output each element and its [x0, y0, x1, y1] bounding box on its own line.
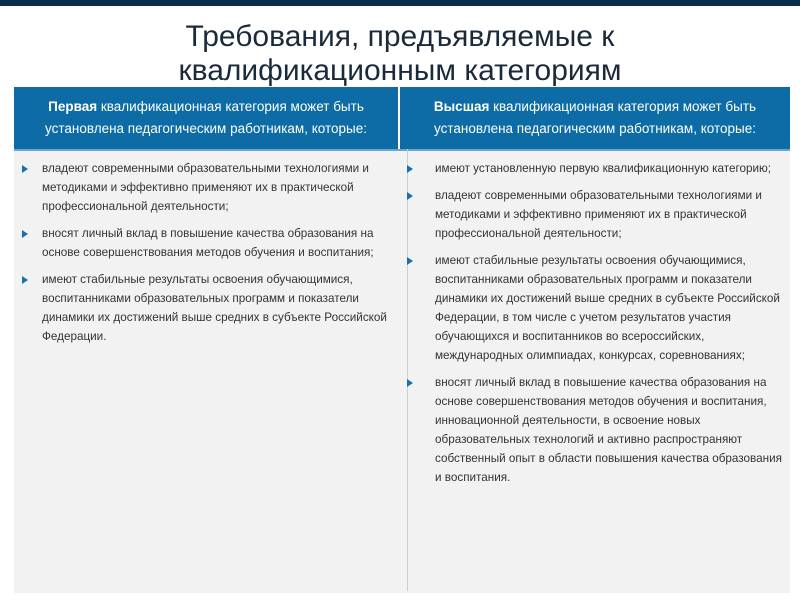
list-item — [407, 159, 790, 178]
list-item — [20, 270, 402, 346]
list-item-text: имеют установленную первую квалификационную категорию; — [435, 162, 771, 175]
slide-title-line-2: квалификационным категориям — [178, 54, 622, 87]
slide-title-line-1: Требования, предъявляемые к — [185, 20, 615, 53]
top-accent-bar — [0, 0, 800, 6]
first-category-header — [14, 87, 398, 149]
highest-category-header-bold: Высшая — [433, 99, 490, 114]
first-category-list — [20, 159, 402, 346]
first-category-header-bold: Первая — [48, 99, 98, 114]
list-item-text: вносят личный вклад в повышение качества образования на основе совершенствования методов обучения и воспитания; — [42, 227, 374, 259]
highest-category-header — [400, 87, 790, 149]
requirements-table — [14, 87, 790, 591]
first-category-header-text: квалификационная категория может быть установлена педагогическим работникам, которые: — [44, 99, 367, 136]
list-item — [407, 186, 790, 243]
triangle-bullet-icon — [22, 165, 28, 173]
list-item — [20, 224, 402, 262]
list-item — [20, 159, 402, 216]
triangle-bullet-icon — [407, 165, 413, 173]
list-item-text: имеют стабильные результаты освоения обучающимися, воспитанниками образовательных программ и показатели динамики их достижений выше средних в субъекте Российской Федерации, в том числе с учетом результатов участия обучающихся и воспитанников во всероссийских, международных олимпиадах, конкурсах, соревнованиях; — [435, 254, 780, 362]
triangle-bullet-icon — [407, 257, 413, 265]
highest-category-header-text: квалификационная категория может быть установлена педагогическим работникам, которые: — [433, 99, 757, 136]
triangle-bullet-icon — [22, 230, 28, 238]
triangle-bullet-icon — [22, 276, 28, 284]
triangle-bullet-icon — [407, 192, 413, 200]
list-item-text: владеют современными образовательными технологиями и методиками и эффективно применяют их в практической профессиональной деятельности; — [42, 162, 369, 213]
triangle-bullet-icon — [407, 379, 413, 387]
list-item — [407, 373, 790, 487]
list-item-text: имеют стабильные результаты освоения обучающимися, воспитанниками образовательных программ и показатели динамики их достижений выше средних в субъекте Российской Федерации. — [42, 273, 387, 343]
list-item-text: владеют современными образовательными технологиями и методиками и эффективно применяют их в практической профессиональной деятельности; — [435, 189, 762, 240]
highest-category-list — [407, 159, 790, 487]
list-item — [407, 251, 790, 365]
list-item-text: вносят личный вклад в повышение качества образования на основе совершенствования методов обучения и воспитания, инновационной деятельности, в освоение новых образовательных технологий и активно распространяют собственный опыт в области повышения качества образования и воспитания. — [435, 376, 782, 484]
